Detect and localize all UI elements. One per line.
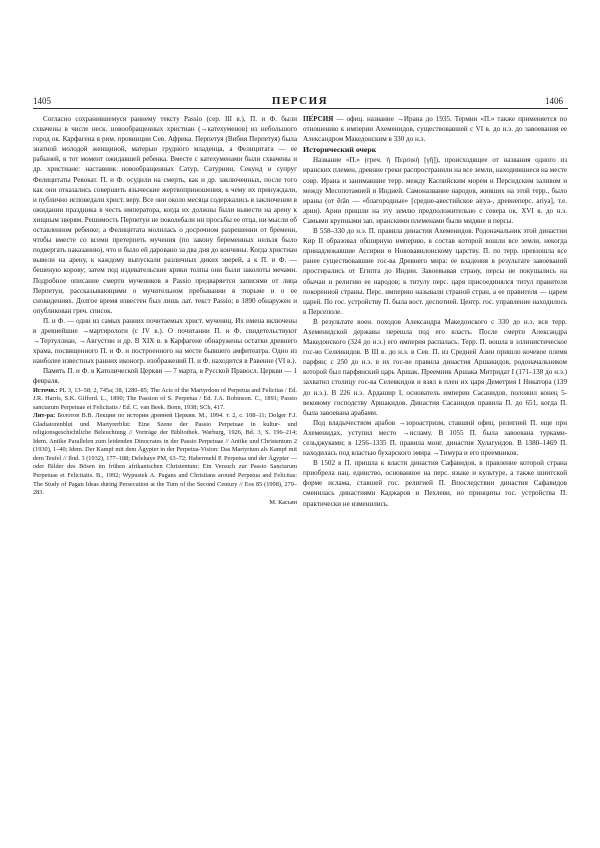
- bibliography: [33, 387, 297, 508]
- left-paragraph-2: П. и Ф. — одни из самых ранних почитаемых христ. мучениц. Их имена включены в древнейшие →мартирологи (с IV в.). О почитании П. и Ф. свидетельствуют →Тертуллиан, →Августин и др. В XIX в. в Карфагене обнаружены остатки древнего храма, посвященного П. и Ф. и построенного на месте бывшего амфитеатра. Одно из наиболее известных ранних иконогр. изображений П. и Ф. находится в Равенне (VI в.).: [33, 316, 297, 366]
- running-title: ПЕРСИЯ: [271, 95, 329, 107]
- header-rule: [33, 108, 568, 109]
- right-paragraph-3: В результате воен. походов Александра Македонского с 330 до н.э. вся терр. Ахеменидской державы перешла под его власть. После смерти Александра Македонского (324 до н.э.) его империя распалась. Терр. П. вошла в эллинистическое гос-во Селевкидов. В III в. до н.э. в Сев. П. из Средней Азии пришло кочевое племя парфян; с 250 до н.э. в их гос-ве правила династия Аршакидов, родоначальником которой был парфянский царь Аршак. Преемник Аршака Митридат I (171–138 до н.э.) захватил столицу гос-ва Селевкидов и взял в плен их царя Деметрия I Никатора (139 до н.э.). В 226 н.э. Ардашир I, основатель империи Сасанидов, положил конец 5-вековому господству Аршакидов. Династия Сасанидов правила П. до 651, когда П. была завоевана арабами.: [303, 317, 567, 417]
- entry-definition: — офиц. название →Ирана до 1935. Термин «П.» также применяется по отношению к империи Ахеменидов, существовавшей с VI в. до н.э. до завоевания ее Александром Македонским в 330 до н.э.: [303, 115, 567, 144]
- author-signature: М. Касьян: [269, 498, 297, 506]
- section-heading: Исторический очерк: [303, 145, 377, 155]
- literature-text: Болотов В.В. Лекции по истории древней Церкви. М., 1994. т. 2, с. 108–11; Dolger F.J. Gladiatorenblut und Martyrerblut: Eine Szene der Passio Perpetuae in kultur- und religionsgeschichtliche Beleuchtung // Vorträge der Bibliothek. Warburg, 1926, Bd. 3, S. 196–214; Idem. Antike Parallelen zum leidenden Dinocrates in der Passio Perpetuae // Antike und Christentum 2 (1930), 1–40; Idem. Der Kampf mit dem Ägypter in der Perpetua-Vision: Das Martyrium als Kampf mit dem Teufel // Ibid. 3 (1932), 177–188; Delehaye PM, 63–72; Habermehl P. Perpetua und der Ägypter — oder Bilder des Bösen im frühen afrikanischen Christentum: Ein Versuch zur Passio Sanctarum Perpetuae et Felicitatis. B., 1992; Wypustek A. Pagans and Christians around Perpetua and Felicitas: The Study of Pagan Ideas during Persecution at the Turn of the Second Century // Eos 85 (1998), 279–283.: [33, 412, 297, 497]
- right-paragraph-1: Название «П.» (греч. ἡ Περσική [γῆ]), происходящее от названия одного из иранских племен, древние греки распространили на все земли, находившиеся на месте совр. Ирана и занимавшие терр. между Каспийским морем и Персидским заливом и между Месопотамией и Индией. Самоназвание народов, живших на этой терр., было ираны (от ērān — «благородные» [средне-авестийское airya-, древнеперс. ariya], т.е. арии). Арии пришли на эту землю предположительно с севера ок. XVI в. до н.э. Самыми крупными зап. иранскими племенами были мидяне и персы.: [303, 156, 567, 225]
- literature: [33, 412, 297, 497]
- sources-text: PL 3, 13–58; 2, 745а; 38, 1280–85; The Acts of the Martyrdom of Perpetua and Felicitas / Ed. J.R. Harris, S.K. Gifford. L., 1890; The Passion of S. Perpetua / Ed. J.A. Robinson. C., 1891; Passio sanctarum Perpetuae et Felicitatis / Ed. C. van Beek. Bonn, 1938; SCh, 417.: [33, 386, 297, 411]
- right-paragraph-5: В 1502 в П. пришла к власти династия Сафавидов, в правление которой страна приобрела нац. единство, основанное на перс. языке и культуре, а также шиитской форме ислама, ставшей гос. религией П. Впоследствии династия Сафавидов сменилась династиями Каджаров и Пехлеви, но принципы гос. устройства П. практически не изменились.: [303, 459, 567, 508]
- right-paragraph-4: Под владычеством арабов →зороастризм, ставший офиц. религией П. еще при Ахеменидах, уступил место →исламу. В 1055 П. была завоевана турками-сельджуками; в 1256–1335 П. правила монг. династия Хулагуидов. В 1380–1469 П. находилась под властью бухарского эмира →Тимура и его преемников.: [303, 418, 567, 458]
- left-paragraph-3: Память П. и Ф. в Католической Церкви — 7 марта, в Русской Правосл. Церкви — 1 февраля.: [33, 367, 297, 386]
- literature-label: Лит-ра:: [33, 412, 56, 420]
- page-number-left: 1405: [33, 96, 51, 106]
- entry-headword: ПЕ́РСИЯ: [303, 115, 334, 123]
- right-paragraph-2: В 558–330 до н.э. П. правила династия Ахеменидов. Родоначальник этой династии Кир II образовал обширную империю, в состав которой вошли все земли, некогда принадлежавшие Ассирии и Нововавилонскому царству. П. по терр. превзошла все ранее существовавшие гос-ва Древнего мира: ее владения в результате завоеваний простирались от Египта до Индии. Завоевывая страну, персы не покушались на обычаи и религию ее народов; к титулу перс. царя присоединялся титул правителя покоренной страны. Перс. империю называли страной стран, а ее правителя — царем царей. По гос. устройству П. была вост. деспотией. Центр. гос. управление находилось в Персеполе.: [303, 227, 567, 316]
- page-number-right: 1406: [545, 96, 563, 106]
- sources: [33, 387, 297, 413]
- sources-label: Источн.:: [33, 386, 58, 394]
- left-column: [33, 114, 297, 507]
- right-column: [303, 114, 567, 509]
- left-paragraph-1: Согласно сохранившемуся раннему тексту Passio (сер. III в.), П. и Ф. были схвачены в числе неск. новообращенных христиан (→катехуменов) из небольшого город ок. Карфагена в рим. провинции Сев. Африка. Перпетуя (Вибия Перпетуя) была знатной молодой женщиной, матерью грудного младенца, а Фелицитата — ее рабыней, в тот момент ожидавшей ребенка. Вместе с катехуменами были схвачены и др. христиане: наставник новообращенных Сатур, Сатурнин, Секунд и супруг Фелицитаты Ревокат. П. и Ф. осудили на смерть, как и др. заключенных, после того как они отказались совершить языческие жертвоприношения, к чему их принуждали, и публично исповедали христ. веру. Все они около месяца содержались в заключении в ожидании праздника в честь императора, когда их должны были вывести на арену к хищным зверям. Решимость Перпетуи не поколебали ни просьбы ее отца, ни мысли об оставленном ребенке; а Фелицитата молилась о досрочном разрешении от бремени, чтобы вместе со всеми претерпеть мучения (по закону беременных нельзя было подвергать наказанию), что и было ей даровано за два дня до кончины. Когда христиан вывели на арену, к каждому выпускали различных диких зверей, а к П. и Ф. — бешеную корову; затем под издевательские крики толпы они были заколоты мечами. Подробное описание смерти мучеников в Passio предваряется записями от лица Перпетуи, рассказывающими о мучительном пребывании в тюрьме и о ее сновидениях. Долгое время известен был лишь лат. текст Passio; в 1890 обнаружен и опубликован греч. список.: [33, 115, 297, 315]
- entry-intro: [303, 114, 567, 144]
